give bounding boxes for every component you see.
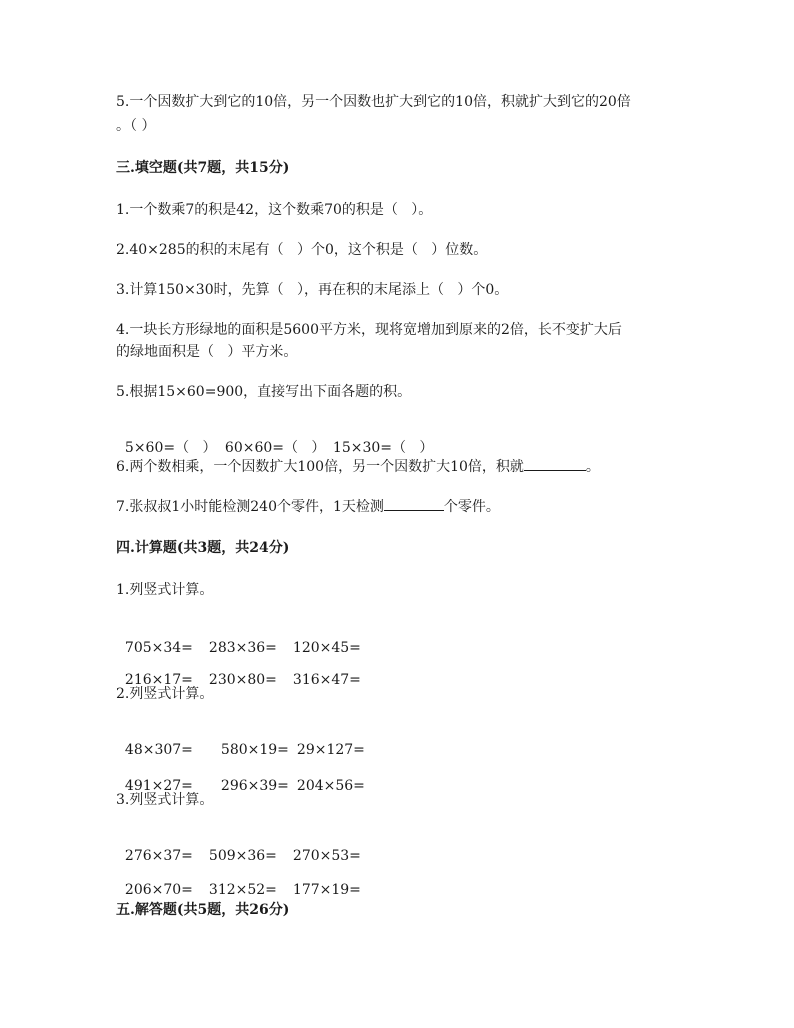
answer-blank[interactable] [384, 496, 444, 511]
calc-item: 276×37= [124, 848, 193, 864]
calc-item: 283×36= [208, 640, 277, 656]
calc-item: 296×39= [220, 778, 289, 794]
judgement-q5-line1: 5.一个因数扩大到它的10倍，另一个因数也扩大到它的10倍，积就扩大到它的20倍 [116, 94, 631, 110]
fill-q3: 3.计算150×30时，先算（ ），再在积的末尾添上（ ）个0。 [116, 282, 509, 298]
fill-q7-end: 个零件。 [443, 499, 500, 515]
fill-q5-items [116, 418, 433, 458]
section3-title: 三.填空题(共7题，共15分) [116, 160, 290, 176]
calc-q3: 3.列竖式计算。 [116, 792, 214, 808]
fill-q5-item: 60×60=（ ） [224, 440, 326, 456]
fill-q4-line2: 的绿地面积是（ ）平方米。 [116, 344, 298, 360]
fill-q6-text: 6.两个数相乘，一个因数扩大100倍，另一个因数扩大10倍，积就 [116, 459, 524, 475]
calc-item: 312×52= [208, 882, 277, 898]
fill-q5-item: 5×60=（ ） [124, 440, 217, 456]
calc-item: 216×17= [124, 672, 193, 688]
fill-q4-line1: 4.一块长方形绿地的面积是5600平方米，现将宽增加到原来的2倍，长不变扩大后 [116, 322, 622, 338]
calc-item: 230×80= [208, 672, 277, 688]
calc-q3-row2 [116, 860, 361, 900]
calc-q2-row1 [116, 720, 365, 760]
calc-item: 206×70= [124, 882, 193, 898]
fill-q2: 2.40×285的积的末尾有（ ）个0，这个积是（ ）位数。 [116, 242, 488, 258]
calc-item: 120×45= [292, 640, 361, 656]
fill-q5-item: 15×30=（ ） [332, 440, 434, 456]
calc-item: 177×19= [292, 882, 361, 898]
section5-title: 五.解答题(共5题，共26分) [116, 902, 290, 918]
calc-item: 204×56= [296, 778, 365, 794]
calc-q1: 1.列竖式计算。 [116, 582, 214, 598]
calc-item: 316×47= [292, 672, 361, 688]
fill-q1: 1.一个数乘7的积是42，这个数乘70的积是（ ）。 [116, 202, 433, 218]
section4-title: 四.计算题(共3题，共24分) [116, 540, 290, 556]
fill-q5: 5.根据15×60=900，直接写出下面各题的积。 [116, 384, 412, 400]
fill-q7 [116, 496, 500, 517]
answer-blank[interactable] [524, 456, 586, 471]
calc-item: 509×36= [208, 848, 277, 864]
fill-q7-text: 7.张叔叔1小时能检测240个零件，1天检测 [116, 499, 384, 515]
calc-item: 491×27= [124, 778, 193, 794]
fill-q6 [116, 456, 600, 477]
calc-item: 270×53= [292, 848, 361, 864]
judgement-q5-line2: 。（ ） [116, 118, 156, 134]
calc-item: 29×127= [296, 742, 365, 758]
calc-item: 580×19= [220, 742, 289, 758]
calc-q2: 2.列竖式计算。 [116, 686, 214, 702]
fill-q6-end: 。 [585, 459, 600, 475]
calc-item: 705×34= [124, 640, 193, 656]
calc-item: 48×307= [124, 742, 193, 758]
